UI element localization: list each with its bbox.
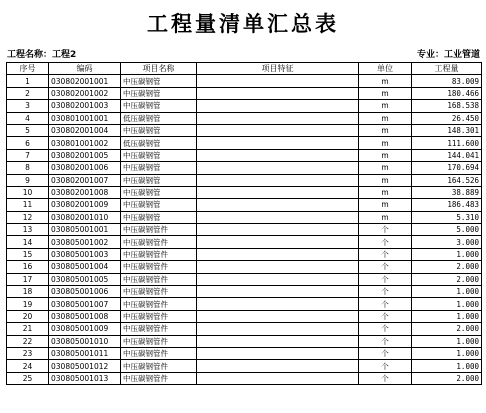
cell-no: 5 (7, 124, 49, 136)
cell-feature (197, 199, 359, 211)
cell-qty: 170.694 (412, 162, 482, 174)
cell-code: 030805001006 (49, 286, 121, 298)
cell-no: 6 (7, 137, 49, 149)
cell-code: 030805001010 (49, 335, 121, 347)
cell-qty: 164.526 (412, 174, 482, 186)
table-body (7, 75, 482, 385)
cell-no: 21 (7, 323, 49, 335)
table-header-row (7, 63, 482, 75)
cell-name: 低压碳钢管 (121, 137, 197, 149)
cell-name: 中压碳钢管件 (121, 372, 197, 384)
cell-feature (197, 112, 359, 124)
header-unit: 单位 (359, 63, 412, 75)
cell-no: 13 (7, 224, 49, 236)
cell-unit: 个 (359, 310, 412, 322)
cell-unit: m (359, 112, 412, 124)
cell-name: 中压碳钢管 (121, 174, 197, 186)
cell-name: 中压碳钢管 (121, 186, 197, 198)
cell-qty: 1.000 (412, 347, 482, 359)
cell-feature (197, 310, 359, 322)
cell-code: 030805001005 (49, 273, 121, 285)
cell-no: 2 (7, 87, 49, 99)
table-row (7, 310, 482, 322)
specialty-value: 工业管道 (443, 50, 480, 60)
cell-qty: 2.000 (412, 323, 482, 335)
cell-unit: m (359, 199, 412, 211)
cell-no: 25 (7, 372, 49, 384)
cell-name: 中压碳钢管件 (121, 347, 197, 359)
cell-unit: 个 (359, 298, 412, 310)
cell-name: 中压碳钢管 (121, 100, 197, 112)
cell-unit: 个 (359, 248, 412, 260)
cell-unit: 个 (359, 372, 412, 384)
cell-code: 030802001003 (49, 100, 121, 112)
table-row (7, 372, 482, 384)
cell-unit: m (359, 174, 412, 186)
cell-code: 030802001009 (49, 199, 121, 211)
cell-feature (197, 347, 359, 359)
cell-name: 低压碳钢管 (121, 112, 197, 124)
cell-no: 18 (7, 286, 49, 298)
cell-qty: 2.000 (412, 372, 482, 384)
cell-unit: 个 (359, 224, 412, 236)
cell-code: 030802001004 (49, 124, 121, 136)
bill-summary-table (6, 62, 482, 385)
cell-feature (197, 149, 359, 161)
cell-code: 030802001007 (49, 174, 121, 186)
cell-feature (197, 124, 359, 136)
cell-feature (197, 323, 359, 335)
cell-no: 8 (7, 162, 49, 174)
cell-code: 030805001009 (49, 323, 121, 335)
cell-feature (197, 335, 359, 347)
cell-qty: 180.466 (412, 87, 482, 99)
cell-feature (197, 298, 359, 310)
cell-no: 16 (7, 261, 49, 273)
cell-unit: 个 (359, 335, 412, 347)
cell-no: 1 (7, 75, 49, 87)
cell-qty: 1.000 (412, 335, 482, 347)
cell-name: 中压碳钢管 (121, 124, 197, 136)
cell-feature (197, 360, 359, 372)
cell-unit: m (359, 137, 412, 149)
table-row (7, 286, 482, 298)
table-row (7, 347, 482, 359)
table-row (7, 298, 482, 310)
cell-qty: 1.000 (412, 360, 482, 372)
table-row (7, 199, 482, 211)
cell-code: 030802001002 (49, 87, 121, 99)
cell-qty: 168.538 (412, 100, 482, 112)
cell-qty: 5.310 (412, 211, 482, 223)
cell-no: 7 (7, 149, 49, 161)
cell-feature (197, 273, 359, 285)
cell-unit: m (359, 211, 412, 223)
cell-unit: m (359, 87, 412, 99)
header-feature: 项目特征 (197, 63, 359, 75)
cell-name: 中压碳钢管件 (121, 323, 197, 335)
cell-feature (197, 372, 359, 384)
cell-name: 中压碳钢管 (121, 87, 197, 99)
cell-feature (197, 261, 359, 273)
table-row (7, 137, 482, 149)
cell-code: 030801001002 (49, 137, 121, 149)
table-row (7, 360, 482, 372)
cell-no: 17 (7, 273, 49, 285)
cell-feature (197, 174, 359, 186)
cell-no: 23 (7, 347, 49, 359)
header-name: 项目名称 (121, 63, 197, 75)
cell-name: 中压碳钢管件 (121, 310, 197, 322)
specialty (417, 47, 480, 60)
cell-qty: 2.000 (412, 273, 482, 285)
cell-code: 030805001004 (49, 261, 121, 273)
cell-no: 12 (7, 211, 49, 223)
cell-code: 030805001001 (49, 224, 121, 236)
cell-unit: 个 (359, 261, 412, 273)
cell-no: 24 (7, 360, 49, 372)
table-row (7, 261, 482, 273)
cell-name: 中压碳钢管件 (121, 261, 197, 273)
cell-code: 030805001003 (49, 248, 121, 260)
table-row (7, 100, 482, 112)
cell-no: 4 (7, 112, 49, 124)
cell-feature (197, 236, 359, 248)
cell-qty: 2.000 (412, 261, 482, 273)
cell-name: 中压碳钢管 (121, 162, 197, 174)
cell-qty: 144.041 (412, 149, 482, 161)
cell-qty: 5.000 (412, 224, 482, 236)
table-row (7, 273, 482, 285)
cell-qty: 148.301 (412, 124, 482, 136)
cell-name: 中压碳钢管件 (121, 248, 197, 260)
cell-unit: 个 (359, 236, 412, 248)
table-row (7, 224, 482, 236)
project-name (7, 47, 76, 60)
table-row (7, 248, 482, 260)
table-row (7, 162, 482, 174)
table-row (7, 75, 482, 87)
cell-qty: 111.600 (412, 137, 482, 149)
cell-qty: 1.000 (412, 310, 482, 322)
table-row (7, 149, 482, 161)
cell-no: 15 (7, 248, 49, 260)
table-row (7, 335, 482, 347)
cell-name: 中压碳钢管件 (121, 360, 197, 372)
cell-feature (197, 248, 359, 260)
cell-unit: m (359, 149, 412, 161)
cell-feature (197, 211, 359, 223)
cell-feature (197, 100, 359, 112)
specialty-label: 专业： (416, 50, 444, 60)
cell-unit: m (359, 162, 412, 174)
cell-code: 030805001012 (49, 360, 121, 372)
cell-no: 11 (7, 199, 49, 211)
cell-code: 030805001011 (49, 347, 121, 359)
cell-code: 030805001008 (49, 310, 121, 322)
cell-no: 3 (7, 100, 49, 112)
table-row (7, 112, 482, 124)
cell-feature (197, 186, 359, 198)
cell-feature (197, 87, 359, 99)
cell-feature (197, 286, 359, 298)
cell-code: 030802001001 (49, 75, 121, 87)
cell-unit: 个 (359, 286, 412, 298)
header-qty: 工程量 (412, 63, 482, 75)
header-no: 序号 (7, 63, 49, 75)
cell-name: 中压碳钢管件 (121, 335, 197, 347)
cell-code: 030802001006 (49, 162, 121, 174)
table-row (7, 236, 482, 248)
table-row (7, 323, 482, 335)
table-row (7, 174, 482, 186)
cell-feature (197, 137, 359, 149)
cell-qty: 3.000 (412, 236, 482, 248)
cell-no: 19 (7, 298, 49, 310)
cell-no: 22 (7, 335, 49, 347)
cell-unit: 个 (359, 323, 412, 335)
cell-feature (197, 224, 359, 236)
cell-unit: 个 (359, 347, 412, 359)
cell-qty: 1.000 (412, 286, 482, 298)
cell-name: 中压碳钢管件 (121, 236, 197, 248)
cell-qty: 83.009 (412, 75, 482, 87)
cell-code: 030805001013 (49, 372, 121, 384)
cell-code: 030801001001 (49, 112, 121, 124)
cell-qty: 38.889 (412, 186, 482, 198)
cell-feature (197, 75, 359, 87)
cell-name: 中压碳钢管件 (121, 298, 197, 310)
cell-no: 10 (7, 186, 49, 198)
table-row (7, 124, 482, 136)
cell-feature (197, 162, 359, 174)
cell-qty: 1.000 (412, 298, 482, 310)
page-title: 工程量清单汇总表 (147, 11, 339, 36)
cell-name: 中压碳钢管件 (121, 224, 197, 236)
cell-name: 中压碳钢管 (121, 211, 197, 223)
cell-no: 9 (7, 174, 49, 186)
cell-unit: m (359, 186, 412, 198)
cell-qty: 1.000 (412, 248, 482, 260)
cell-name: 中压碳钢管件 (121, 273, 197, 285)
project-name-label: 工程名称： (7, 50, 53, 60)
table-row (7, 87, 482, 99)
cell-no: 20 (7, 310, 49, 322)
cell-unit: m (359, 100, 412, 112)
cell-qty: 26.450 (412, 112, 482, 124)
header-code: 编码 (49, 63, 121, 75)
cell-qty: 186.483 (412, 199, 482, 211)
table-row (7, 211, 482, 223)
cell-code: 030802001008 (49, 186, 121, 198)
cell-code: 030805001007 (49, 298, 121, 310)
cell-unit: m (359, 124, 412, 136)
project-name-value: 工程2 (52, 50, 77, 60)
cell-no: 14 (7, 236, 49, 248)
cell-name: 中压碳钢管件 (121, 286, 197, 298)
cell-name: 中压碳钢管 (121, 199, 197, 211)
cell-unit: 个 (359, 273, 412, 285)
cell-unit: 个 (359, 360, 412, 372)
cell-name: 中压碳钢管 (121, 75, 197, 87)
table-row (7, 186, 482, 198)
cell-name: 中压碳钢管 (121, 149, 197, 161)
cell-code: 030802001010 (49, 211, 121, 223)
cell-unit: m (359, 75, 412, 87)
cell-code: 030802001005 (49, 149, 121, 161)
cell-code: 030805001002 (49, 236, 121, 248)
